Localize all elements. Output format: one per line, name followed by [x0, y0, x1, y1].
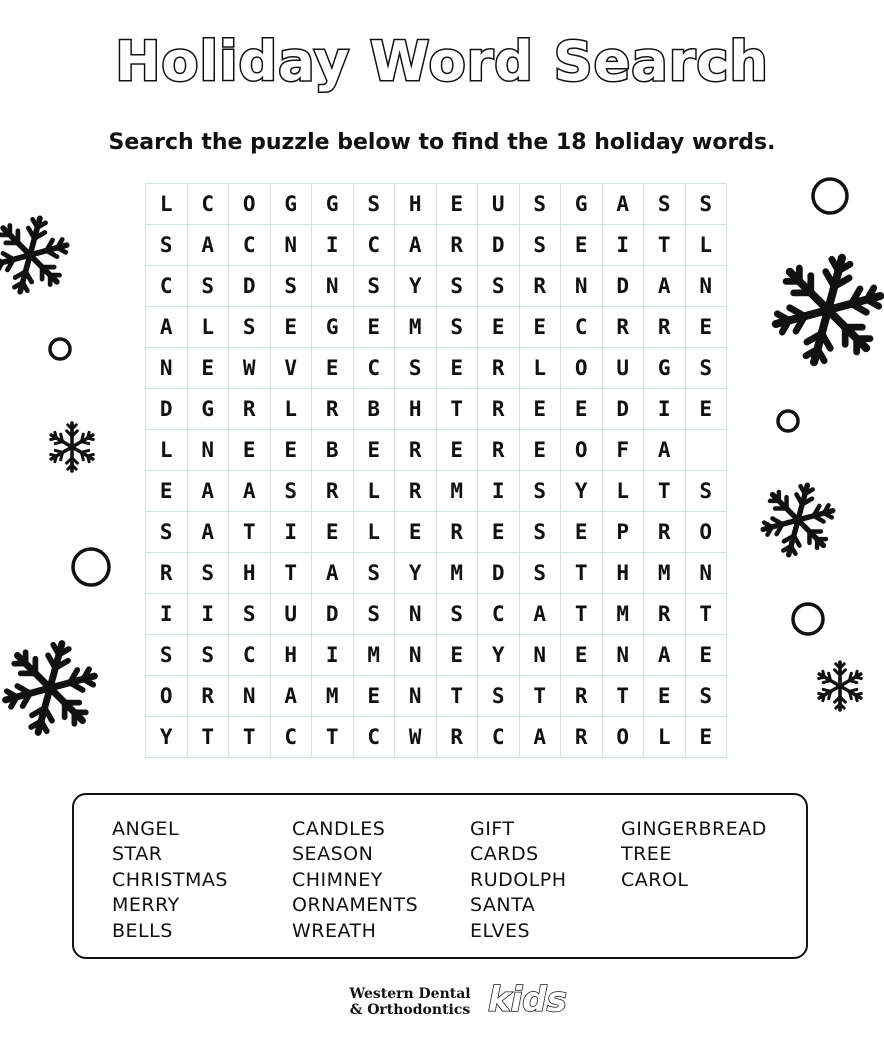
- grid-cell: S: [188, 635, 230, 676]
- grid-cell: I: [188, 594, 230, 635]
- grid-cell: S: [520, 471, 562, 512]
- grid-cell: C: [271, 717, 313, 758]
- grid-cell: P: [603, 512, 645, 553]
- grid-cell: Y: [146, 717, 188, 758]
- grid-cell: T: [520, 676, 562, 717]
- grid-cell: M: [603, 594, 645, 635]
- grid-cell: S: [395, 348, 437, 389]
- grid-cell: T: [229, 717, 271, 758]
- grid-cell: E: [437, 184, 479, 225]
- grid-cell: S: [686, 348, 728, 389]
- grid-cell: T: [644, 471, 686, 512]
- grid-cell: C: [478, 594, 520, 635]
- grid-cell: N: [188, 430, 230, 471]
- grid-cell: L: [520, 348, 562, 389]
- word-item: ORNAMENTS: [292, 894, 419, 917]
- grid-cell: R: [644, 594, 686, 635]
- grid-cell: T: [437, 389, 479, 430]
- grid-cell: R: [188, 676, 230, 717]
- word-item: CHIMNEY: [292, 868, 383, 891]
- grid-cell: O: [229, 184, 271, 225]
- grid-cell: C: [229, 225, 271, 266]
- word-item: CAROL: [621, 868, 689, 891]
- grid-cell: C: [188, 184, 230, 225]
- grid-cell: N: [146, 348, 188, 389]
- grid-cell: B: [312, 430, 354, 471]
- grid-cell: N: [395, 635, 437, 676]
- grid-cell: I: [146, 594, 188, 635]
- grid-cell: S: [146, 225, 188, 266]
- grid-cell: E: [478, 512, 520, 553]
- snow-circle-icon: [778, 411, 798, 431]
- grid-cell: S: [146, 512, 188, 553]
- word-item: STAR: [112, 843, 163, 866]
- grid-cell: D: [146, 389, 188, 430]
- grid-cell: I: [644, 389, 686, 430]
- grid-cell: E: [686, 635, 728, 676]
- grid-cell: I: [312, 635, 354, 676]
- snowflake-icon: [49, 423, 96, 471]
- grid-cell: S: [520, 184, 562, 225]
- grid-cell: R: [229, 389, 271, 430]
- logo-kids: kids: [488, 980, 567, 1020]
- grid-cell: G: [188, 389, 230, 430]
- grid-cell: D: [229, 266, 271, 307]
- grid-cell: H: [229, 553, 271, 594]
- grid-cell: E: [354, 430, 396, 471]
- grid-cell: A: [644, 635, 686, 676]
- grid-cell: U: [271, 594, 313, 635]
- grid-cell: E: [520, 430, 562, 471]
- word-item: BELLS: [112, 919, 173, 942]
- grid-cell: U: [478, 184, 520, 225]
- grid-cell: E: [354, 307, 396, 348]
- grid-cell: M: [354, 635, 396, 676]
- grid-cell: C: [478, 717, 520, 758]
- word-item: SANTA: [470, 894, 536, 917]
- word-item: SEASON: [292, 843, 374, 866]
- grid-cell: C: [354, 348, 396, 389]
- grid-cell: S: [478, 676, 520, 717]
- grid-cell: H: [395, 389, 437, 430]
- grid-cell: L: [354, 471, 396, 512]
- grid-cell: I: [478, 471, 520, 512]
- grid-cell: R: [478, 348, 520, 389]
- grid-cell: S: [354, 266, 396, 307]
- word-item: ANGEL: [112, 818, 180, 840]
- instructions: Search the puzzle below to find the 18 holiday words.: [108, 130, 776, 155]
- grid-cell: D: [603, 389, 645, 430]
- grid-cell: Y: [395, 266, 437, 307]
- grid-cell: D: [478, 553, 520, 594]
- grid-cell: I: [312, 225, 354, 266]
- grid-cell: E: [561, 512, 603, 553]
- grid-cell: R: [561, 676, 603, 717]
- snowflake-icon: [763, 244, 884, 376]
- grid-cell: A: [520, 717, 562, 758]
- grid-cell: T: [686, 594, 728, 635]
- snowflake-icon: [817, 662, 864, 710]
- word-item: GINGERBREAD: [621, 818, 767, 840]
- grid-cell: M: [437, 553, 479, 594]
- grid-cell: D: [603, 266, 645, 307]
- grid-cell: N: [312, 266, 354, 307]
- grid-cell: E: [271, 307, 313, 348]
- grid-cell: N: [603, 635, 645, 676]
- snowflake-icon: [755, 476, 842, 564]
- grid-cell: S: [644, 184, 686, 225]
- grid-cell: S: [188, 266, 230, 307]
- page-title: Holiday Word Search: [115, 30, 769, 93]
- grid-cell: I: [603, 225, 645, 266]
- grid-cell: M: [437, 471, 479, 512]
- grid-cell: S: [686, 676, 728, 717]
- grid-cell: S: [188, 553, 230, 594]
- grid-cell: A: [271, 676, 313, 717]
- grid-cell: N: [395, 676, 437, 717]
- grid-cell: I: [271, 512, 313, 553]
- grid-cell: T: [644, 225, 686, 266]
- grid-cell: R: [312, 471, 354, 512]
- grid-cell: T: [561, 553, 603, 594]
- grid-cell: E: [354, 676, 396, 717]
- snowflake-icon: [0, 209, 76, 302]
- word-item: ELVES: [470, 919, 531, 942]
- grid-cell: U: [603, 348, 645, 389]
- snowflake-icon: [0, 632, 105, 744]
- grid-cell: A: [188, 225, 230, 266]
- grid-cell: S: [271, 471, 313, 512]
- grid-cell: N: [686, 266, 728, 307]
- grid-cell: R: [478, 389, 520, 430]
- grid-cell: G: [312, 307, 354, 348]
- grid-cell: S: [437, 266, 479, 307]
- grid-cell: E: [229, 430, 271, 471]
- grid-cell: H: [603, 553, 645, 594]
- grid-cell: A: [395, 225, 437, 266]
- snow-circle-icon: [73, 549, 109, 585]
- grid-cell: S: [478, 266, 520, 307]
- grid-cell: E: [478, 307, 520, 348]
- word-item: CARDS: [470, 843, 539, 866]
- grid-cell: R: [437, 717, 479, 758]
- grid-cell: W: [229, 348, 271, 389]
- word-item: RUDOLPH: [470, 868, 567, 891]
- grid-cell: W: [395, 717, 437, 758]
- grid-cell: S: [437, 594, 479, 635]
- logo-line-2: & Orthodontics: [349, 1002, 471, 1018]
- grid-cell: O: [146, 676, 188, 717]
- grid-cell: C: [561, 307, 603, 348]
- grid-cell: E: [686, 717, 728, 758]
- grid-cell: E: [395, 512, 437, 553]
- grid-cell: M: [644, 553, 686, 594]
- grid-cell: A: [229, 471, 271, 512]
- grid-cell: T: [603, 676, 645, 717]
- grid-cell: N: [395, 594, 437, 635]
- grid-cell: T: [271, 553, 313, 594]
- grid-cell: G: [561, 184, 603, 225]
- grid-cell: R: [478, 430, 520, 471]
- grid-cell: G: [271, 184, 313, 225]
- grid-cell: T: [312, 717, 354, 758]
- grid-cell: Y: [561, 471, 603, 512]
- grid-cell: E: [188, 348, 230, 389]
- grid-cell: A: [644, 430, 686, 471]
- grid-cell: L: [271, 389, 313, 430]
- grid-cell: R: [520, 266, 562, 307]
- grid-cell: O: [686, 512, 728, 553]
- grid-cell: E: [520, 389, 562, 430]
- word-item: CANDLES: [292, 818, 386, 840]
- grid-cell: L: [188, 307, 230, 348]
- grid-cell: E: [437, 635, 479, 676]
- grid-cell: V: [271, 348, 313, 389]
- grid-cell: T: [188, 717, 230, 758]
- grid-cell: E: [561, 635, 603, 676]
- grid-cell: S: [520, 512, 562, 553]
- grid-cell: C: [354, 225, 396, 266]
- grid-cell: A: [188, 512, 230, 553]
- grid-cell: H: [271, 635, 313, 676]
- grid-cell: R: [395, 430, 437, 471]
- grid-cell: M: [395, 307, 437, 348]
- grid-cell: A: [644, 266, 686, 307]
- grid-cell: R: [561, 717, 603, 758]
- grid-cell: R: [644, 307, 686, 348]
- grid-cell: R: [312, 389, 354, 430]
- grid-cell: A: [312, 553, 354, 594]
- grid-cell: E: [686, 307, 728, 348]
- grid-cell: O: [561, 430, 603, 471]
- grid-cell: E: [312, 512, 354, 553]
- grid-cell: E: [520, 307, 562, 348]
- grid-cell: B: [354, 389, 396, 430]
- grid-cell: H: [395, 184, 437, 225]
- grid-cell: D: [312, 594, 354, 635]
- grid-cell: Y: [395, 553, 437, 594]
- grid-cell: S: [271, 266, 313, 307]
- grid-cell: C: [146, 266, 188, 307]
- grid-cell: S: [686, 184, 728, 225]
- grid-cell: T: [437, 676, 479, 717]
- grid-cell: N: [271, 225, 313, 266]
- grid-cell: C: [229, 635, 271, 676]
- grid-cell: S: [520, 225, 562, 266]
- word-item: CHRISTMAS: [112, 868, 228, 891]
- grid-cell: R: [437, 512, 479, 553]
- grid-cell: S: [686, 471, 728, 512]
- grid-cell: F: [603, 430, 645, 471]
- snow-circle-icon: [813, 179, 847, 213]
- grid-cell: D: [478, 225, 520, 266]
- grid-cell: E: [686, 389, 728, 430]
- grid-cell: A: [520, 594, 562, 635]
- grid-cell: N: [520, 635, 562, 676]
- grid-cell: C: [354, 717, 396, 758]
- grid-cell: E: [312, 348, 354, 389]
- grid-cell: A: [603, 184, 645, 225]
- grid-cell: L: [686, 225, 728, 266]
- grid-cell: A: [146, 307, 188, 348]
- grid-cell: E: [561, 389, 603, 430]
- word-item: GIFT: [470, 818, 515, 840]
- grid-cell: S: [520, 553, 562, 594]
- snow-circle-icon: [793, 604, 823, 634]
- grid-cell: L: [146, 184, 188, 225]
- grid-cell: S: [146, 635, 188, 676]
- grid-cell: R: [146, 553, 188, 594]
- grid-cell: N: [229, 676, 271, 717]
- grid-cell: N: [561, 266, 603, 307]
- grid-cell: R: [395, 471, 437, 512]
- grid-cell: Y: [478, 635, 520, 676]
- grid-cell: O: [603, 717, 645, 758]
- grid-cell: E: [146, 471, 188, 512]
- grid-cell: L: [644, 717, 686, 758]
- grid-cell: L: [603, 471, 645, 512]
- grid-cell: S: [354, 553, 396, 594]
- grid-cell: N: [686, 553, 728, 594]
- grid-cell: R: [644, 512, 686, 553]
- grid-cell: S: [229, 594, 271, 635]
- grid-cell: R: [603, 307, 645, 348]
- grid-cell: S: [437, 307, 479, 348]
- grid-cell: A: [188, 471, 230, 512]
- grid-cell: T: [561, 594, 603, 635]
- grid-cell: T: [229, 512, 271, 553]
- grid-cell: G: [644, 348, 686, 389]
- grid-cell: L: [146, 430, 188, 471]
- grid-cell: S: [354, 184, 396, 225]
- word-item: TREE: [621, 843, 672, 866]
- grid-cell: G: [312, 184, 354, 225]
- word-item: WREATH: [292, 919, 377, 942]
- grid-cell: E: [437, 348, 479, 389]
- grid-cell: E: [644, 676, 686, 717]
- grid-cell: E: [271, 430, 313, 471]
- grid-cell: S: [229, 307, 271, 348]
- grid-cell: R: [437, 225, 479, 266]
- logo-line-1: Western Dental: [349, 986, 471, 1002]
- grid-cell: E: [437, 430, 479, 471]
- snow-circle-icon: [50, 339, 70, 359]
- grid-cell: E: [561, 225, 603, 266]
- grid-cell: M: [312, 676, 354, 717]
- grid-cell: S: [354, 594, 396, 635]
- word-item: MERRY: [112, 894, 180, 917]
- grid-cell: O: [561, 348, 603, 389]
- grid-cell: L: [354, 512, 396, 553]
